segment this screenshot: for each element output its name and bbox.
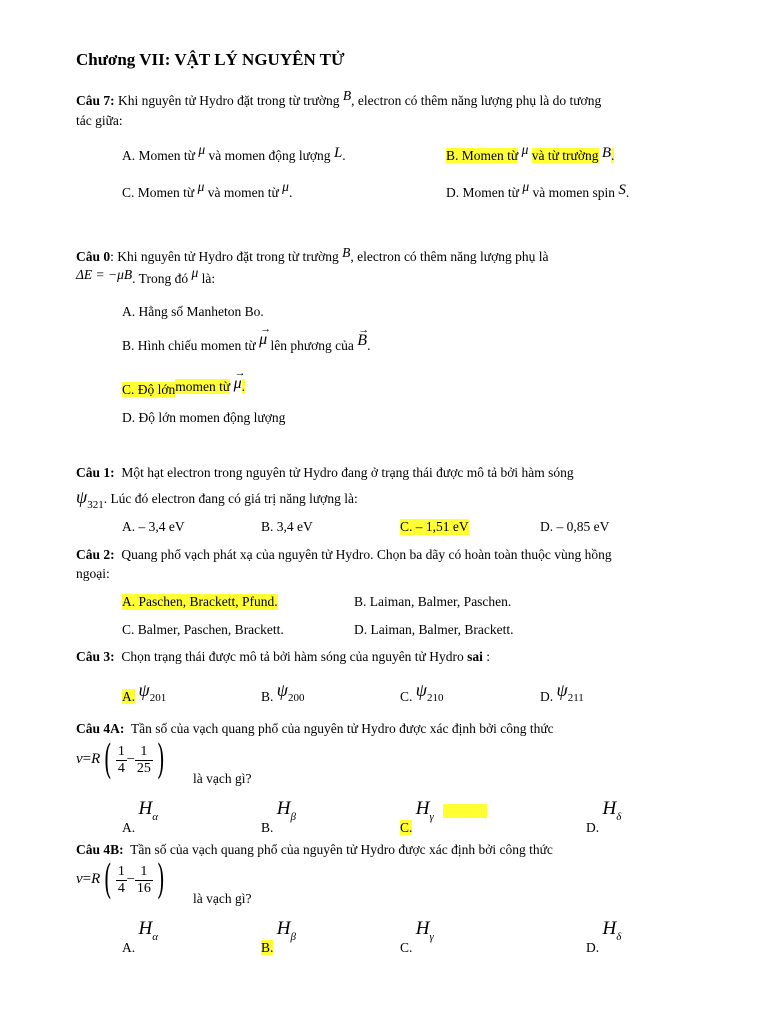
- q4a-b-s: β: [290, 811, 296, 823]
- q3-a-sub: 201: [149, 692, 167, 704]
- page-title: Chương VII: VẬT LÝ NGUYÊN TỬ: [76, 50, 345, 69]
- q0-b-mu-vec: → μ: [259, 323, 272, 348]
- q1-option-a[interactable]: A. – 3,4 eV: [122, 519, 185, 534]
- q4a-a-label: A.: [122, 820, 136, 835]
- q4b-option-c[interactable]: [400, 918, 434, 955]
- q3-stem: [76, 649, 490, 665]
- q0-option-d[interactable]: D. Độ lớn momen động lượng: [122, 410, 286, 425]
- q4b-stem: [76, 842, 553, 858]
- q4a-text-b: là vạch gì?: [193, 771, 252, 786]
- q3-option-d[interactable]: [540, 680, 584, 704]
- q4a-b-label: B.: [261, 820, 274, 835]
- q3-d-sub: 211: [567, 692, 584, 704]
- q7-c-mu2: μ: [282, 179, 289, 194]
- q4b-c-h: H: [415, 918, 430, 939]
- q7-text-b: , electron có thêm năng lượng phụ là do tương: [351, 93, 602, 108]
- q3-c-sub: 210: [426, 692, 444, 704]
- q1-option-c[interactable]: C. – 1,51 eV: [400, 519, 469, 534]
- q4a-paren-left: (: [104, 737, 113, 783]
- q4b-d-label: D.: [586, 940, 600, 955]
- q7-b-mid: và từ trường: [531, 148, 599, 163]
- q7-c-mu: μ: [197, 179, 205, 194]
- q4a-c-h: H: [415, 798, 430, 819]
- q4b-a-label: A.: [122, 940, 136, 955]
- q7-c-end: .: [288, 185, 293, 200]
- q0-b-text: B. Hình chiếu momen từ: [122, 338, 256, 353]
- q4a-option-d[interactable]: [586, 798, 622, 835]
- q7-stem: [76, 88, 602, 109]
- q7-d-s: S: [618, 182, 626, 198]
- q7-sym-b: B: [342, 88, 352, 103]
- q4a-minus: −: [126, 752, 135, 767]
- q3-option-b[interactable]: [261, 680, 305, 704]
- q7-text-c: tác giữa:: [76, 113, 123, 128]
- q4b-v: v: [76, 871, 83, 888]
- q3-c-label: C.: [400, 689, 413, 704]
- q4b-b-h: H: [276, 918, 291, 939]
- q1-stem: [76, 465, 574, 481]
- q1-option-b[interactable]: B. 3,4 eV: [261, 519, 313, 534]
- q0-stem: [76, 245, 549, 265]
- q4b-c-label: C.: [400, 940, 413, 955]
- q4a-r: R: [91, 751, 101, 768]
- q4a-frac-1: $\frac{1}{4}$: [117, 743, 125, 776]
- q4a-eq: =: [82, 751, 92, 768]
- q7-c-text: C. Momen từ: [122, 185, 195, 200]
- q4a-d-h: H: [602, 798, 617, 819]
- q4b-b-label: B.: [261, 940, 274, 955]
- q3-a-psi: ψ: [138, 680, 150, 700]
- q0-text-d: là:: [201, 271, 216, 286]
- q4a-a-s: α: [152, 811, 159, 823]
- q4a-v: v: [76, 751, 83, 768]
- q3-c-psi: ψ: [415, 680, 427, 700]
- q4b-label: Câu 4B:: [76, 842, 124, 857]
- q2-option-a[interactable]: A. Paschen, Brackett, Pfund.: [122, 594, 278, 609]
- q7-b-text: B. Momen từ: [446, 148, 519, 163]
- q3-d-psi: ψ: [556, 680, 568, 700]
- q4b-a-s: α: [152, 931, 159, 943]
- q7-a-text: A. Momen từ: [122, 148, 195, 163]
- q0-b-end: .: [367, 338, 371, 353]
- q2-text-a: Quang phổ vạch phát xạ của nguyên tử Hydro. Chọn ba dãy có hoàn toàn thuộc vùng hồng: [121, 547, 612, 562]
- q4b-r: R: [91, 871, 101, 888]
- q0-c-text-2: momen từ: [175, 379, 231, 394]
- q7-a-l: L: [333, 145, 343, 161]
- q4a-text-a: Tần số của vạch quang phổ của nguyên tử Hydro được xác định bởi công thức: [130, 721, 554, 736]
- q0-c-mu-vec: → μ: [233, 367, 246, 392]
- q4a-option-c[interactable]: [400, 798, 487, 835]
- q1-label: Câu 1:: [76, 465, 115, 480]
- q4a-c-label: C.: [400, 820, 413, 835]
- q3-d-label: D.: [540, 689, 554, 704]
- q7-d-end: .: [625, 185, 630, 200]
- q4a-d-label: D.: [586, 820, 600, 835]
- q3-b-psi: ψ: [276, 680, 288, 700]
- q3-text-a: Chọn trạng thái được mô tả bởi hàm sóng của nguyên tử Hydro: [121, 649, 464, 664]
- q1-psi-sub: 321: [87, 499, 104, 511]
- q0-option-a[interactable]: A. Hằng số Manheton Bo.: [122, 304, 264, 319]
- q3-bold: sai: [467, 649, 483, 664]
- q0-text-c: . Trong đó: [132, 271, 189, 286]
- q7-d-mu: μ: [522, 179, 530, 194]
- q3-option-a[interactable]: [122, 680, 167, 704]
- q4a-option-a[interactable]: [122, 798, 159, 835]
- q4b-b-s: β: [290, 931, 296, 943]
- q7-option-b[interactable]: [446, 142, 615, 165]
- q0-stem-2: [76, 265, 216, 287]
- q7-option-c[interactable]: [122, 179, 293, 201]
- q4b-d-h: H: [602, 918, 617, 939]
- q2-text-b: ngoại:: [76, 566, 110, 581]
- q7-d-mid: và momen spin: [532, 185, 615, 200]
- q4b-frac-2: $\frac{1}{16}$: [136, 863, 151, 896]
- q4b-eq: =: [82, 871, 92, 888]
- q0-b-b-vec: → B: [357, 324, 370, 349]
- q3-text-b: :: [486, 649, 491, 664]
- q1-stem-2: [76, 487, 358, 511]
- q4a-formula: [76, 737, 168, 783]
- q4b-c-s: γ: [429, 931, 434, 943]
- q4b-frac-1: $\frac{1}{4}$: [117, 863, 125, 896]
- q2-option-c[interactable]: C. Balmer, Paschen, Brackett.: [122, 622, 284, 637]
- q1-psi: ψ: [76, 487, 88, 507]
- q3-b-label: B.: [261, 689, 274, 704]
- q4a-stem: [76, 721, 554, 737]
- q0-b-mid: lên phương của: [270, 338, 354, 353]
- q7-option-a[interactable]: [122, 142, 346, 165]
- q0-text-b: , electron có thêm năng lượng phụ là: [350, 249, 549, 264]
- q0-option-c[interactable]: [122, 367, 246, 397]
- q2-option-d[interactable]: D. Laiman, Balmer, Brackett.: [354, 622, 514, 637]
- q0-c-end: .: [241, 379, 245, 394]
- q2-stem: [76, 547, 612, 563]
- q2-label: Câu 2:: [76, 547, 115, 562]
- q0-mu: μ: [191, 265, 199, 280]
- q4a-a-h: H: [138, 798, 153, 819]
- q4a-frac-2: $\frac{1}{25}$: [136, 743, 151, 776]
- q1-text-a: Một hạt electron trong nguyên tử Hydro đang ở trạng thái được mô tả bởi hàm sóng: [121, 465, 574, 480]
- q0-formula: ΔE = −μB: [76, 267, 133, 282]
- q7-c-mid: và momen từ: [207, 185, 279, 200]
- q4a-label: Câu 4A:: [76, 721, 125, 736]
- q7-text-a: Khi nguyên tử Hydro đặt trong từ trường: [118, 93, 340, 108]
- q1-option-d[interactable]: D. – 0,85 eV: [540, 519, 610, 534]
- q0-c-text-1: C. Độ lớn: [122, 382, 176, 397]
- q4b-text-a: Tần số của vạch quang phổ của nguyên tử Hydro được xác định bởi công thức: [130, 842, 553, 857]
- q4a-paren-right: ): [156, 737, 165, 783]
- q3-b-sub: 200: [287, 692, 305, 704]
- q4b-paren-left: (: [104, 857, 113, 903]
- q0-option-b[interactable]: [122, 323, 371, 355]
- q4b-option-a[interactable]: [122, 918, 159, 955]
- q4b-option-b[interactable]: [261, 918, 296, 955]
- q7-a-mu: μ: [198, 142, 206, 157]
- q7-d-text: D. Momen từ: [446, 185, 519, 200]
- q2-option-b[interactable]: B. Laiman, Balmer, Paschen.: [354, 594, 512, 609]
- q7-a-mid: và momen động lượng: [208, 148, 331, 163]
- q4b-text-b: là vạch gì?: [193, 891, 252, 906]
- q3-a-label: A.: [122, 689, 136, 704]
- q7-b-end: .: [611, 148, 615, 163]
- q1-text-b: . Lúc đó electron đang có giá trị năng lượng là:: [103, 491, 358, 506]
- q7-option-d[interactable]: [446, 179, 630, 202]
- q4b-a-h: H: [138, 918, 153, 939]
- q4b-formula: [76, 857, 168, 903]
- q3-option-c[interactable]: [400, 680, 444, 704]
- q0-text-a: : Khi nguyên tử Hydro đặt trong từ trường: [110, 249, 339, 264]
- q4a-c-highlight-box: [443, 804, 487, 818]
- q4a-d-s: δ: [616, 811, 622, 823]
- q4b-minus: −: [126, 872, 135, 887]
- q7-label: Câu 7:: [76, 93, 115, 108]
- q4a-c-s: γ: [429, 811, 434, 823]
- q4a-b-h: H: [276, 798, 291, 819]
- q3-label: Câu 3:: [76, 649, 115, 664]
- q4b-paren-right: ): [156, 857, 165, 903]
- q4b-option-d[interactable]: [586, 918, 622, 955]
- q7-b-b: B: [601, 145, 612, 161]
- q7-a-end: .: [342, 148, 346, 163]
- q7-b-mu: μ: [521, 142, 529, 157]
- q4b-d-s: δ: [616, 931, 622, 943]
- q4a-option-b[interactable]: [261, 798, 296, 835]
- q0-sym-b: B: [342, 245, 351, 260]
- q0-label: Câu 0: [76, 249, 111, 264]
